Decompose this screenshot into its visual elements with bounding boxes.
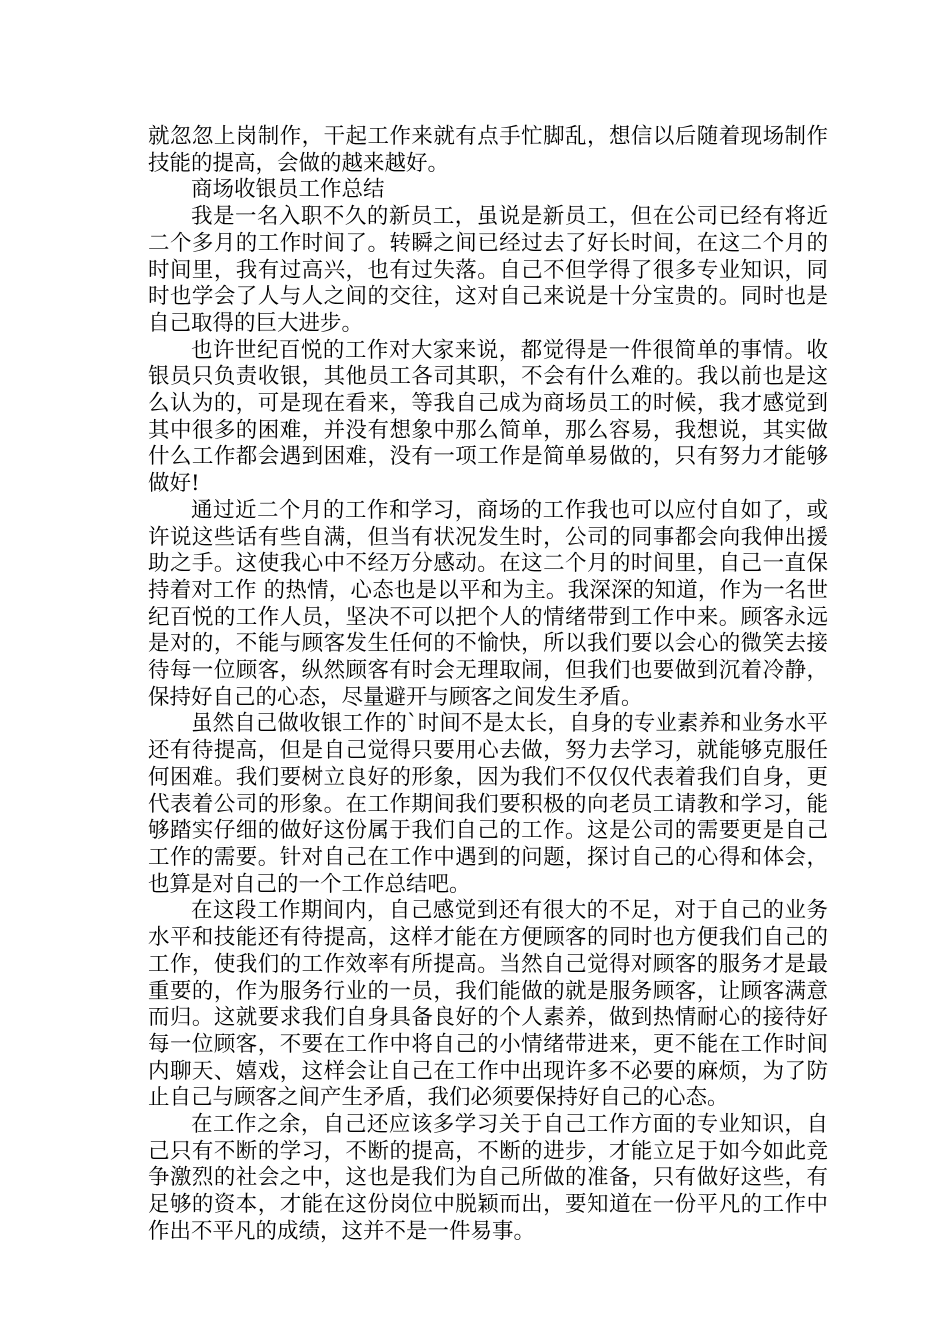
body-paragraph-4: 虽然自己做收银工作的`时间不是太长，自身的专业素养和业务水平还有待提高，但是自己觉得只要用心去做，努力去学习，就能够克服任何困难。我们要树立良好的形象，因为我们不仅仅代表着我们自身，更代表着公司的形象。在工作期间我们要积极的向老员工请教和学习，能够踏实仔细的做好这份属于我们自己的工作。这是公司的需要更是自己工作的需要。针对自己在工作中遇到的问题，探讨自己的心得和体会，也算是对自己的一个工作总结吧。 (148, 711, 828, 897)
document-body (148, 124, 828, 1246)
intro-paragraph: 就忽忽上岗制作，干起工作来就有点手忙脚乱，想信以后随着现场制作技能的提高，会做的越来越好。 (148, 124, 828, 176)
body-paragraph-3: 通过近二个月的工作和学习，商场的工作我也可以应付自如了，或许说这些话有些自满，但当有状况发生时，公司的同事都会向我伸出援助之手。这使我心中不经万分感动。在这二个月的时间里，自己一直保持着对工作 的热情，心态也是以平和为主。我深深的知道，作为一名世纪百悦的工作人员，坚决不可以把个人的情绪带到工作中来。顾客永远是对的，不能与顾客发生任何的不愉快，所以我们要以会心的微笑去接待每一位顾客，纵然顾客有时会无理取闹，但我们也要做到沉着冷静，保持好自己的心态，尽量避开与顾客之间发生矛盾。 (148, 497, 828, 710)
body-paragraph-5: 在这段工作期间内，自己感觉到还有很大的不足，对于自己的业务水平和技能还有待提高，这样才能在方便顾客的同时也方便我们自己的工作，使我们的工作效率有所提高。当然自己觉得对顾客的服务才是最重要的，作为服务行业的一员，我们能做的就是服务顾客，让顾客满意而归。这就要求我们自身具备良好的个人素养，做到热情耐心的接待好每一位顾客，不要在工作中将自己的小情绪带进来，更不能在工作时间内聊天、嬉戏，这样会让自己在工作中出现许多不必要的麻烦，为了防止自己与顾客之间产生矛盾，我们必须要保持好自己的心态。 (148, 898, 828, 1111)
body-paragraph-2: 也许世纪百悦的工作对大家来说，都觉得是一件很简单的事情。收银员只负责收银，其他员工各司其职，不会有什么难的。我以前也是这么认为的，可是现在看来，等我自己成为商场员工的时候，我才感觉到其中很多的困难，并没有想象中那么简单，那么容易，我想说，其实做什么工作都会遇到困难，没有一项工作是简单易做的，只有努力才能够做好! (148, 337, 828, 497)
document-title: 商场收银员工作总结 (191, 177, 385, 203)
body-paragraph-1: 我是一名入职不久的新员工，虽说是新员工，但在公司已经有将近二个多月的工作时间了。转瞬之间已经过去了好长时间，在这二个月的时间里，我有过高兴，也有过失落。自己不但学得了很多专业知识，同时也学会了人与人之间的交往，这对自己来说是十分宝贵的。同时也是自己取得的巨大进步。 (148, 204, 828, 336)
body-paragraph-6: 在工作之余，自己还应该多学习关于自己工作方面的专业知识，自己只有不断的学习，不断的提高，不断的进步，才能立足于如今如此竞争激烈的社会之中，这也是我们为自己所做的准备，只有做好这些，有足够的资本，才能在这份岗位中脱颖而出，要知道在一份平凡的工作中作出不平凡的成绩，这并不是一件易事。 (148, 1112, 828, 1244)
